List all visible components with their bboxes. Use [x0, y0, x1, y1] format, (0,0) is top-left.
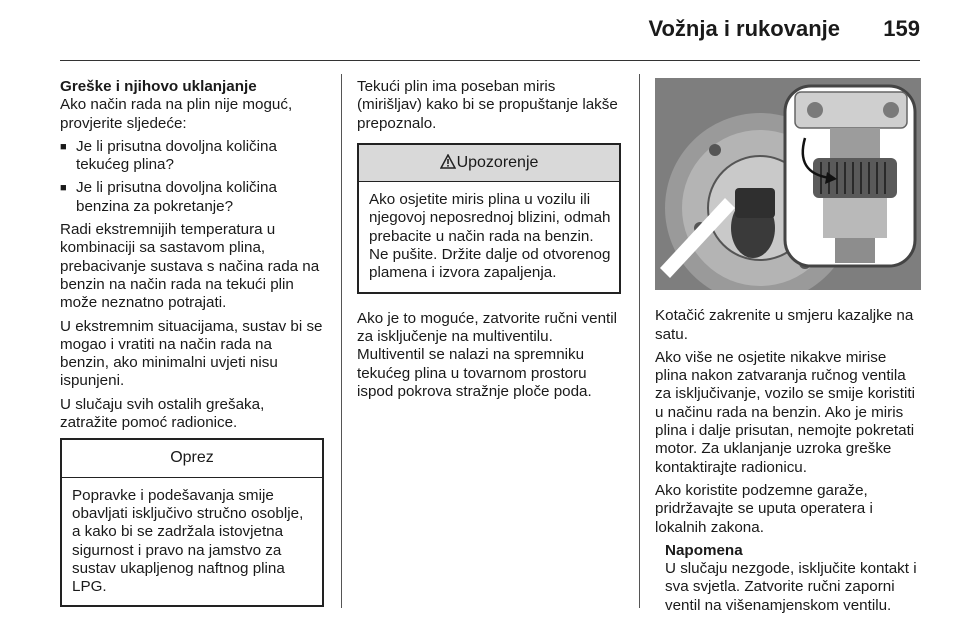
column-1 — [60, 78, 324, 607]
header-title: Vožnja i rukovanje — [648, 16, 840, 41]
section-heading: Greške i njihovo uklanjanje — [60, 78, 257, 95]
note-title: Napomena — [665, 541, 743, 559]
paragraph: U slučaju svih ostalih grešaka, zatražite pomoć radionice. — [60, 395, 265, 432]
bullet-square-icon: ■ — [60, 182, 67, 195]
list-item: ■ Je li prisutna dovoljna količina benzina za pokretanje? — [60, 179, 277, 215]
caution-box — [60, 438, 324, 607]
paragraph: Ako koristite podzemne garaže, pridržavajte se uputa operatera i lokalnih zakona. — [655, 481, 873, 536]
paragraph: Ako više ne osjetite nikakve mirise plina nakon zatvaranja ručnog ventila za isključivanje, vozilo se smije koristiti u načinu rada na benzin. Ako je miris plina i dalje prisutan, nemojte pokretati motor. Za uklanjanje uzroka greške kontaktirajte radionicu. — [655, 348, 915, 476]
note-text: U slučaju nezgode, isključite kontakt i sva svjetla. Zatvorite ručni zaporni ventil na višenamjenskom ventilu. — [665, 560, 917, 614]
paragraph: Tekući plin ima poseban miris (mirišljav) kako bi se propuštanje lakše prepoznalo. — [357, 78, 618, 132]
page-number: 159 — [883, 16, 920, 41]
warning-text: Ako osjetite miris plina u vozilu ili njegovoj neposrednoj blizini, odmah prebacite u način rada na benzin. Ne pušite. Držite dalje od otvorenog plamena i izvora zapaljenja. — [369, 191, 611, 282]
valve-illustration — [655, 78, 921, 290]
warning-header — [359, 145, 619, 182]
column-divider — [639, 74, 640, 608]
list-item: ■ Je li prisutna dovoljna količina tekućeg plina? — [60, 137, 277, 174]
column-divider — [341, 74, 342, 608]
paragraph: Kotačić zakrenite u smjeru kazaljke na satu. — [655, 307, 914, 343]
warning-title: Upozorenje — [456, 153, 539, 171]
caution-title: Oprez — [62, 440, 322, 477]
paragraph: Ako je to moguće, zatvorite ručni ventil za isključenje na multiventilu. Multiventil se nalazi na spremniku tekućeg plina u tovarnom prostoru ispod pokrova stražnje ploče poda. — [357, 309, 617, 400]
warning-box — [357, 143, 621, 294]
note-block — [665, 542, 921, 615]
paragraph: Radi ekstremnijih temperatura u kombinaciji sa sastavom plina, prebacivanje sustava s načina rada na benzin na način rada na tekući plin može neznatno potrajati. — [60, 221, 320, 312]
header-rule — [60, 60, 920, 61]
paragraph: U ekstremnim situacijama, sustav bi se mogao i vratiti na način rada na benzin, ako minimalni uvjeti nisu ispunjeni. — [60, 317, 323, 390]
bullet-square-icon: ■ — [60, 140, 67, 153]
caution-text: Popravke i podešavanja smije obavljati isključivo stručno osoblje, a kako bi se zadržala istovjetna sigurnost i pravo na jamstvo za sustav ukapljenog naftnog plina LPG. — [72, 486, 304, 596]
column-2 — [357, 78, 621, 406]
column-3 — [655, 78, 921, 615]
warning-icon — [440, 154, 456, 169]
intro-text: Ako način rada na plin nije moguć, provjerite sljedeće: — [60, 96, 293, 132]
